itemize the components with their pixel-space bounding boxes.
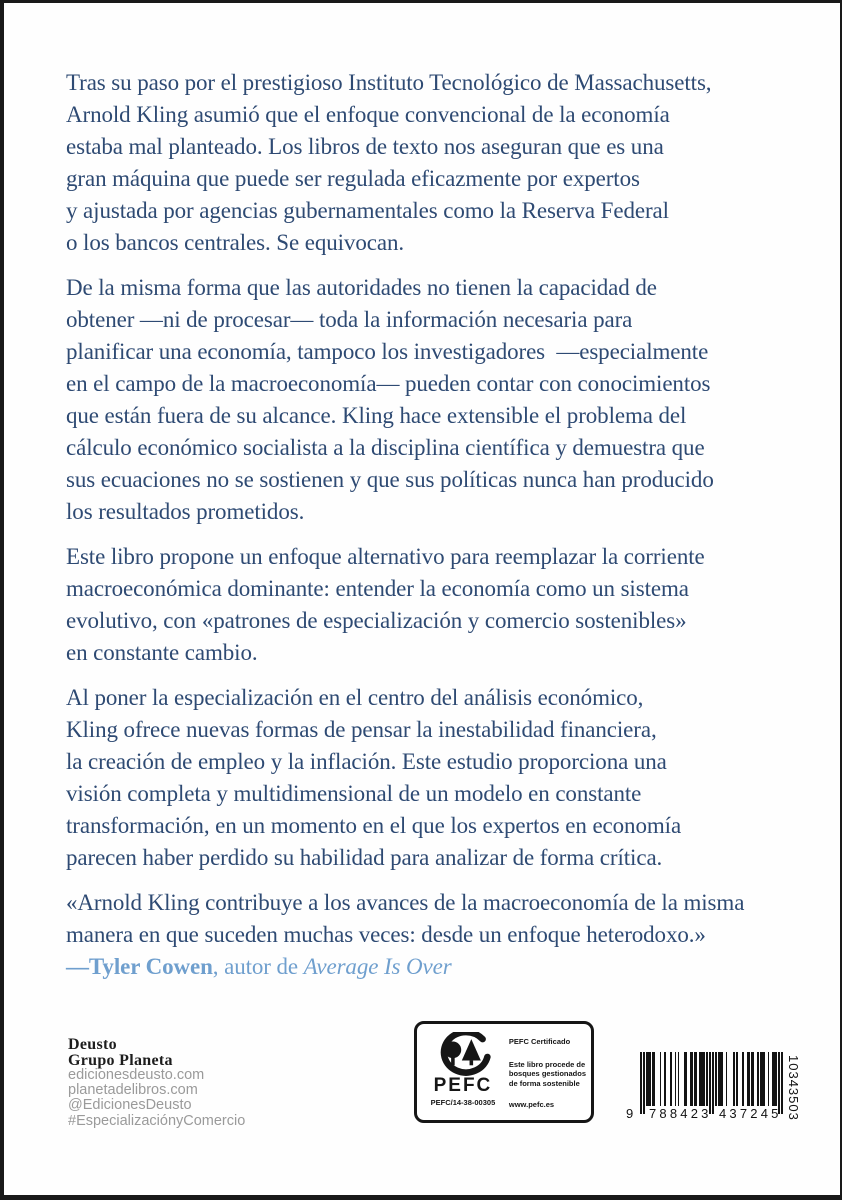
publisher-website: planetadelibros.com xyxy=(68,1082,198,1099)
text-line: visión completa y multidimensional de un modelo en constante xyxy=(66,781,642,806)
text-line: Kling ofrece nuevas formas de pensar la inestabilidad financiera, xyxy=(66,717,657,742)
quote-attribution xyxy=(66,951,744,983)
text-line: la creación de empleo y la inflación. Este estudio proporciona una xyxy=(66,749,667,774)
text-line: De la misma forma que las autoridades no tienen la capacidad de xyxy=(66,275,657,300)
text-line: Arnold Kling asumió que el enfoque convencional de la economía xyxy=(66,102,670,127)
publisher-block xyxy=(68,1037,245,1129)
text-line: los resultados prometidos. xyxy=(66,499,305,524)
pefc-label xyxy=(414,1021,594,1123)
text-line: o los bancos centrales. Se equivocan. xyxy=(66,230,404,255)
barcode-digits-left-group: 788423 xyxy=(649,1106,712,1121)
pefc-description-line: de forma sostenible xyxy=(508,1078,580,1088)
paragraph xyxy=(66,541,744,669)
publisher-website: edicionesdeusto.com xyxy=(68,1067,205,1083)
barcode-bar xyxy=(781,1052,783,1114)
attribution-book-title: Average Is Over xyxy=(303,954,452,979)
text-line: Tras su paso por el prestigioso Instituto Tecnológico de Massachusetts, xyxy=(66,70,712,95)
book-description xyxy=(66,67,744,996)
text-line: en el campo de la macroeconomía— pueden contar con conocimientos xyxy=(66,371,711,396)
text-line: estaba mal planteado. Los libros de texto nos aseguran que es una xyxy=(66,134,664,159)
pefc-text-column xyxy=(501,1029,586,1115)
text-line: evolutivo, con «patrones de especialización y comercio sostenibles» xyxy=(66,608,687,633)
pefc-certified-title: PEFC Certificado xyxy=(508,1037,571,1046)
pefc-license-number: PEFC/14-38-00305 xyxy=(430,1098,496,1107)
pefc-trees-icon xyxy=(433,1032,493,1076)
text-line: cálculo económico socialista a la disciplina científica y demuestra que xyxy=(66,435,705,460)
text-line: que están fuera de su alcance. Kling hace extensible el problema del xyxy=(66,403,687,428)
pefc-description-line: Este libro procede de xyxy=(508,1059,586,1069)
pefc-logo-column xyxy=(425,1029,501,1115)
paragraph xyxy=(66,682,744,874)
text-line: parecen haber perdido su habilidad para analizar de forma crítica. xyxy=(66,845,663,870)
barcode-digits-right-group: 437245 xyxy=(719,1106,782,1121)
endorsement-quote xyxy=(66,887,744,983)
pefc-description xyxy=(509,1060,586,1089)
text-line: sus ecuaciones no se sostienen y que sus políticas nunca han producido xyxy=(66,467,714,492)
publisher-hashtag: #EspecializaciónyComercio xyxy=(68,1112,246,1129)
pefc-wordmark: PEFC xyxy=(433,1075,493,1096)
publisher-social-handle: @EdicionesDeusto xyxy=(68,1097,192,1114)
attribution-middle-text: , autor de xyxy=(212,954,304,979)
text-line: en constante cambio. xyxy=(66,640,258,665)
text-line: planificar una economía, tampoco los investigadores —especialmente xyxy=(66,339,709,364)
barcode-internal-code: 10343503 xyxy=(786,1055,801,1121)
attribution-author-name: —Tyler Cowen xyxy=(66,954,213,979)
barcode-digit-leading: 9 xyxy=(626,1106,634,1121)
text-line: manera en que suceden muchas veces: desde un enfoque heterodoxo.» xyxy=(66,922,706,947)
barcode-bars xyxy=(640,1052,783,1114)
isbn-barcode xyxy=(626,1052,824,1132)
text-line: Al poner la especialización en el centro del análisis económico, xyxy=(66,685,644,710)
pefc-description-line: bosques gestionados xyxy=(508,1069,586,1078)
text-line: gran máquina que puede ser regulada eficazmente por expertos xyxy=(66,166,640,191)
paragraph xyxy=(66,272,744,528)
text-line: obtener —ni de procesar— toda la información necesaria para xyxy=(66,307,633,332)
pefc-website: www.pefc.es xyxy=(508,1100,555,1109)
text-line: «Arnold Kling contribuye a los avances de la macroeconomía de la misma xyxy=(66,890,745,915)
text-line: transformación, en un momento en el que los expertos en economía xyxy=(66,813,682,838)
text-line: Este libro propone un enfoque alternativo para reemplazar la corriente xyxy=(66,544,705,569)
paragraph xyxy=(66,67,744,259)
text-line: y ajustada por agencias gubernamentales como la Reserva Federal xyxy=(66,198,669,223)
text-line: macroeconómica dominante: entender la economía como un sistema xyxy=(66,576,689,601)
publisher-group: Grupo Planeta xyxy=(68,1051,173,1069)
publisher-imprint: Deusto xyxy=(68,1036,117,1053)
